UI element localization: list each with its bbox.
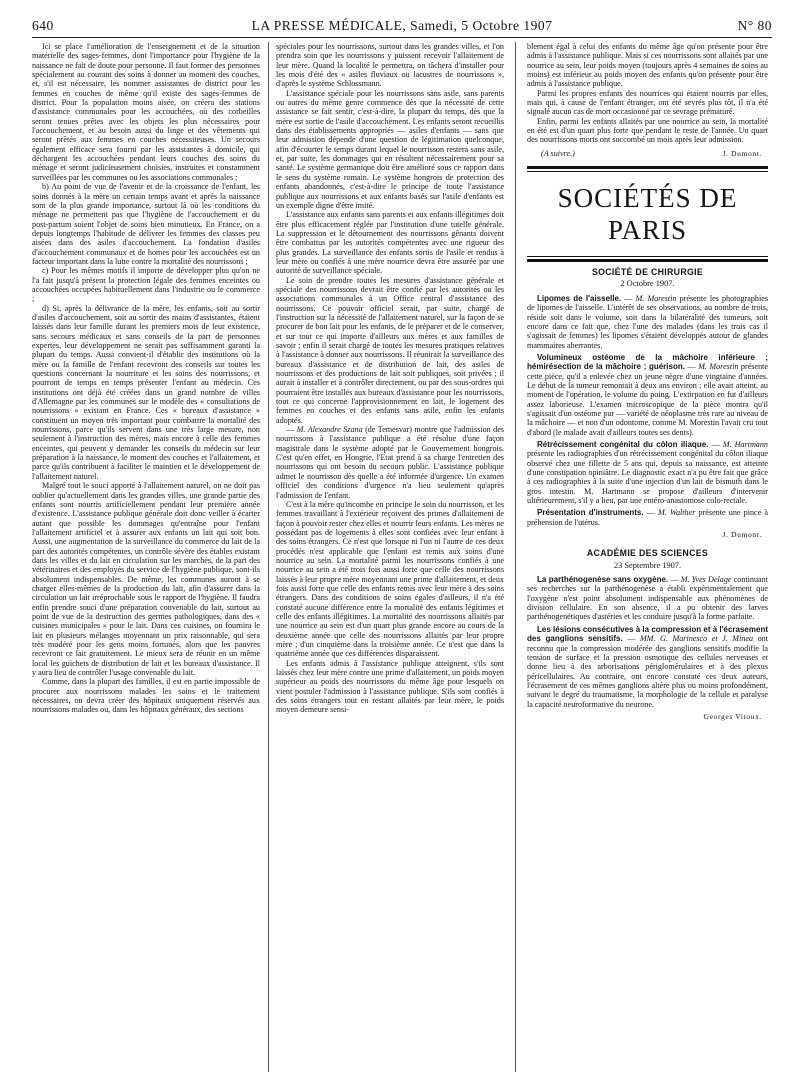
column-middle	[276, 42, 504, 1074]
section-rule	[527, 171, 768, 172]
article-text: présente les radiographies d'un rétrécissement congénital du côlon iliaque observé chez une fillette de 5 ans qui, depuis sa naissance, est atteinte d'une constipation opiniâtre. Le diagnostic exact n'a pu être fait que grâce à ces radiographies à la suite d'une injection d'un lait de bismuth dans le gros intestin. M. Hartmann se propose d'ailleurs d'intervenir ultérieurement, s'il y a lieu, par une entéro-anastomose colo-rectale.	[527, 449, 768, 506]
page-number: 640	[32, 18, 54, 33]
column-divider	[268, 42, 269, 1072]
paragraph: Le soin de prendre toutes les mesures d'assistance générale et spéciale des nourrissons devrait être confié par les autorités ou les associations communales à un Office central d'assistance des nourrissons. Ce pouvoir officiel serait, par suite, chargé de l'instruction sur la nécessité de l'allaitement naturel, sur la façon de se procurer de bon lait pour les enfants, de le préparer et de le conserver, et sur tout ce qui importe d'ailleurs aux mères et aux familles de savoir ; enfin il serait chargé de toutes les mesures pratiques relatives à l'assistance à donner aux nourrissons. Il réunirait la surveillance des bureaux d'assistance et de distribution de lait, des asiles de nourrissons et des productions de lait soit publiques, soit privées ; il aurait à installer et à contrôler directement, ou par des sous-ordres qui pourraient être installés aux bureaux d'assistance pour les nourrissons, tout ce qui concerne l'approvisionnement en lait, le logement des femmes en couches et des enfants sans asile, enfin les enfants adoptés.	[276, 275, 504, 425]
paragraph: — M. Alexandre Szana (de Temesvar) montre que l'admission des nourrissons à l'assistance publique a été résolue d'une façon magistrale dans le système adopté par le Gouvernement hongrois. C'est qu'en effet, en Hongrie, l'Etat prend à sa charge l'entretien des nourrissons qui ont besoin du secours public. L'assistance publique admet le nourrisson dès quelle a été informée d'urgence. Un examen officiel des conditions d'urgence n'a lieu seulement qu'après l'admission de l'enfant.	[276, 425, 504, 500]
paragraph: blement égal à celui des enfants du même âge qu'on présente pour être admis à l'assistance publique. Mais si ces nourrissons sont allaités par une nourrice au sein, leur poids moyen (toujours après 4 semaines de soins au moins) est inférieur au poids moyen des enfants qu'on présente pour être admis à l'assistance publique.	[527, 42, 768, 89]
author-signature: Georges Vitoux.	[703, 711, 762, 721]
column-left	[32, 42, 260, 1074]
paragraph: c) Pour les mêmes motifs il importe de développer plus qu'on ne l'a fait jusqu'à présent la protection légale des femmes enceintes ou accouchées occupées habituellement dans l'industrie ou le commerce ;	[32, 266, 260, 304]
paragraph: Malgré tout le souci apporté à l'allaitement naturel, on ne doit pas oublier qu'actuellement dans les grandes villes, une grande partie des enfants sont nourris artificiellement pendant leur première année d'existence. L'assistance publique générale doit donc veiller à écarter autant que possible les dommages qu'entraîne pour l'enfant l'allaitement artificiel et à assurer aux enfants un lait qui soit bon. Aussi, une augmentation de la surveillance du commerce du lait de la part des autorités compétentes, un contrôle sévère des étables existant dans les villes et du lait en circulation sur les marchés, de la part des vétérinaires et des employés du service de l'hygiène publique, sont-ils absolument indispensables. De même, les communes auront à se charger elles-mêmes de la production du lait, afin d'assurer dans la circulation un lait irréprochable sous le rapport de l'hygiène. Il faudra enfin prendre souci d'une préparation convenable du lait, surtout au point de vue de la destruction des germes pathologiques, dans des « cuisines municipales » pour le lait. Dans ces cuisines, on fournira le lait en plusieurs mélanges moyennant un prix raisonnable, qui sera très modéré pour les gens moins fortunés, alors que les pauvres recevront ce lait gratuitement. Le mieux sera de réunir en un même local les guichets de distribution de lait et les bureaux d'assistance. Il y aura lieu de contrôler l'usage convenable du lait.	[32, 481, 260, 678]
paragraph: Comme, dans la plupart des familles, il est en partie impossible de procurer aux nourrissons malades les soins et le traitement nécessaires, on devra créer des hôpitaux uniquement réservés aux nourrissons malades ou, dans les hôpitaux généraux, des sections	[32, 677, 260, 715]
paragraph: Les enfants admis à l'assistance publique atteignent, s'ils sont laissés chez leur mère contre une prime d'allaitement, un poids moyen supérieur au poids des nourrissons du même âge pour lesquels on vient postuler l'admission à l'assistance publique. S'ils sont confiés à des soins étrangers tout en restant allaités par leur mère, le poids moyen demeure sensi-	[276, 658, 504, 715]
issue-number: N° 80	[737, 18, 772, 33]
article-title: Rétrécissement congénital du côlon iliaque.	[537, 439, 709, 449]
to-be-continued: (A suivre.)	[541, 148, 575, 158]
author-name: M. Morestin	[635, 293, 677, 303]
author-signature: J. Dumont.	[722, 148, 762, 158]
paragraph: spéciales pour les nourrissons, surtout dans les grandes villes, et l'on prendra soin que les nourrissons y puissent recevoir l'allaitement de leur mère. Quand la localité le permettra, on tâchera d'installer pour les mois d'été des « asiles fluviaux ou lacustres de nourrissons », d'après le système Schlossmann.	[276, 42, 504, 89]
section-rule	[527, 259, 768, 262]
article-title: Présentation d'instruments.	[537, 508, 644, 518]
author-name: M. Yves Delage	[680, 575, 732, 585]
section-title: SOCIÉTÉS DE PARIS	[557, 183, 738, 246]
society-heading: SOCIÉTÉ DE CHIRURGIE	[591, 267, 704, 278]
paragraph: Parmi les propres enfants des nourrices qui étaient nourris par elles, mais qui, à cause de l'enfant étranger, ont été sevrés plus tôt, il n'a été signalé aucun cas de mort occasionné par ce sevrage prématuré.	[527, 88, 768, 117]
paragraph: d) Si, après la délivrance de la mère, les enfants, soit au sortir d'asiles d'accouchement, soit au sortir des mains d'assistantes, étaient laissés dans leur famille durant les premiers mois de leur existence, sans secours médicaux et sans conseils de la part de personnes expertes, leur développement ne serait pas suffisamment garanti la plupart du temps. Aussi convient-il d'établir des institutions où la mère ou la famille de l'enfant recevront des conseils sur toutes les questions concernant la nourriture et les soins des nourrissons, et pourront de temps en temps présenter l'enfant au médecin. Ces institutions ont déjà été créées dans un grand nombre de villes d'Allemagne par les communes sur le modèle des « consultations de nourrissons » existant en France. Ces « bureaux d'assistance » constituent un moyen très important pour combattre la mortalité des nourrissons, parce qu'ils servent dans une très large mesure, non seulement à l'instruction des mères, mais encore à celle des femmes enceintes, qui peuvent y demander les conseils du médecin sur leur préparation à la naissance, le moment des couches et l'allaitement, et parce qu'ils contribuent à faciliter le maintien et le développement de l'allaitement naturel.	[32, 303, 260, 481]
paragraph: Ici se place l'amélioration de l'enseignement et de la situation matérielle des sages-femmes, dont l'importance pour l'hygiène de la naissance ne fait de doute pour personne. Il faut former des personnes spécialement au courant des soins à donner au moment des couches, et, s'il est nécessaire, les nommer assistantes de district pour les femmes en couches de même qu'il existe des sages-femmes de district. Pour la population moins aisée, on créera des stations d'assistance communales pour les accouchées, où des corbeilles seront tenues prêtes avec les objets les plus nécessaires pour l'accouchement, et au besoin aussi du linge et des vêtements qui seront prêtés aux femmes en couches nécessiteuses. Un secours également efficace sera fourni par les assistantes à domicile, qui déchargent les accouchées pendant leurs couches des soins du ménage et seront judicieusement choisies, instruites et constamment surveillées par les communes ou les associations communales ;	[32, 42, 260, 182]
paragraph: L'assistance spéciale pour les nourrissons sans asile, sans parents ou autres du même genre commence dès que la nécessité de cette assistance se fait sentir, c'est-à-dire, la plupart du temps, dès que la mère est sortie de l'asile d'accouchement. Les enfants seront recueillis dans des établissements appropriés — asiles d'enfants — sans que leur admission dépende d'une question de légitimation quelconque, afin d'écourter le temps durant lequel le nourrisson restera sans asile, et, par suite, les dommages qui en résultent nécessairement pour sa santé. Le système germanique doit être amélioré sous ce rapport dans le sens du système romain. Le système hongrois de protection des enfants abandonnés, c'est-à-dire le principe de toute l'assistance publique aux nourrissons et aux enfants basés sur l'asile d'enfants est un exemple digne d'être imité.	[276, 88, 504, 210]
article: Les lésions consécutives à la compression et à l'écrasement des ganglions sensitifs. — MM. G. Marinesco et J. Minea ont reconnu que la compression modérée des ganglions sensitifs modifie la tension de surface et la pression osmotique des cellules nerveuses et donne lieu à des arborisations périglomérulaires et à des plexus péricellulaires. Au contraire, ont encore constaté ces deux auteurs, l'écrasement de ces mêmes ganglions altère plus ou moins profondément, suivant le degré du traumatisme, la morphologie de la cellule et paralyse la capacité neuroformative du neurone.	[527, 624, 768, 709]
article-text: ont reconnu que la compression modérée des ganglions sensitifs modifie la tension de surface et la pression osmotique des cellules nerveuses et donne lieu à des arborisations périglomérulaires et à des plexus péricellulaires. Au contraire, ont encore constaté ces deux auteurs, l'écrasement de ces mêmes ganglions altère plus ou moins profondément, suivant le degré du traumatisme, la morphologie de la cellule et paralyse la capacité neuroformative du neurone.	[527, 634, 768, 709]
column-right	[527, 42, 768, 1074]
page-header	[32, 18, 772, 38]
header-rule	[32, 37, 772, 38]
author-name: M. Morestin	[698, 362, 739, 372]
article: Rétrécissement congénital du côlon iliaque. — M. Hartmann présente les radiographies d'un rétrécissement congénital du côlon iliaque observé chez une fillette de 5 ans qui, depuis sa naissance, est atteinte d'une constipation opiniâtre. Le diagnostic exact n'a pu être fait que grâce à ces radiographies à la suite d'une injection d'un lait de bismuth dans le gros intestin. M. Hartmann se propose d'ailleurs d'intervenir ultérieurement, s'il y a lieu, par une entéro-anastomose colo-rectale.	[527, 439, 768, 506]
author-name: M. Walther	[658, 508, 696, 518]
section-rule	[527, 166, 768, 169]
article-text: présente les photographies de lipomes de l'aisselle. L'intérêt de ses observations, au nombre de trois, réside soit dans le volume, soit dans la bilatéralité des tumeurs, soit encore dans ce fait que, chez l'une des malades (dans les trois cas il s'agissait de femmes) les lipomes s'étaient développés autour de glandes mammaires aberrantes.	[527, 293, 768, 350]
author-signature: J. Dumont.	[722, 530, 762, 540]
paragraph: C'est à la mère qu'incombe en principe le soin du nourrisson, et les femmes travaillant à l'extérieur reçoivent des primes d'allaitement de façon à pouvoir rester chez elles et nourrir leurs enfants. Les mères ne possédant pas de logements à elles sont confiées avec leur enfant à des soins étrangers. Ce n'est que lorsque ni l'un ni l'autre de ces deux procédés n'est applicable que l'enfant est remis aux soins d'une nourrice au sein. La mortalité parmi les nourrissons confiés à une nourrice au sein a été trois fois aussi forte que celle des nourrissons laissés à leur propre mère moyennant une prime d'allaitement, et deux fois aussi forte que celle des enfants remis avec leur mère à des soins étrangers. Dans des conditions de soins égales d'ailleurs, il n'a été constaté aucune différence entre la mortalité des enfants légitimes et celle des enfants illégitimes. La mortalité des nourrissons allaités par une nourrice au sein est d'un quart plus grande encore au cours de la deuxième année que celle des nourrissons allaités par leur propre mère ; d'un cinquième dans la troisième année. Ce n'est que dans la quatrième année que ces différences disparaissent.	[276, 499, 504, 659]
society-heading: ACADÉMIE DES SCIENCES	[586, 548, 709, 559]
author-name: M. Alexandre Szana	[296, 425, 363, 435]
journal-title: LA PRESSE MÉDICALE, Samedi, 5 Octobre 1907	[251, 18, 553, 33]
article: Présentation d'instruments. — M. Walther présente une pince à préhension de l'utérus.	[527, 508, 768, 527]
paragraph: b) Au point de vue de l'avenir et de la croissance de l'enfant, les soins donnés à la mère un certain temps avant et après la naissance sont de la plus grande importance, surtout là où les conditions du ménage ne permettent pas que l'hygiène de l'accouchement et du post-partum soient l'objet de soins bien minutieux. En France, on a depuis longtemps l'habitude de délivrer les femmes des classes peu aisées dans des asiles d'accouchement. La fondation d'asiles d'accouchement communaux et de homes pour les accouchées est un facteur important dans la lutte contre la mortalité des nourrissons ;	[32, 182, 260, 266]
paragraph-text: (de Temesvar) montre que l'admission des nourrissons à l'assistance publique a été résolue d'une façon magistrale dans le système adopté par le Gouvernement hongrois. C'est qu'en effet, en Hongrie, l'Etat prend à sa charge l'entretien des nourrissons qui ont besoin du secours public. L'assistance publique admet le nourrisson dès quelle a été informée d'urgence. Un examen officiel des conditions d'urgence n'a lieu seulement qu'après l'admission de l'enfant.	[276, 425, 504, 500]
article-continuation	[527, 149, 768, 158]
article-title: Volumineux ostéome de la mâchoire inférieure ; hémirésection de la mâchoire ; guérison.	[527, 352, 768, 372]
article-title: La parthénogenèse sans oxygène.	[537, 575, 669, 585]
article: Volumineux ostéome de la mâchoire inférieure ; hémirésection de la mâchoire ; guérison. — M. Morestin présente cette pièce, qu'il a enlevée chez un jeune nègre d'une vingtaine d'années. Le début de la tumeur remontait à deux ans environ ; elle avait atteint, au moment de l'opération, le volume du poing. L'extirpation en fut d'ailleurs assez laborieuse. L'examen microscopique de la pièce montra qu'il s'agissait d'un ostéome pur — variété de néoplasme très rare au niveau de la mâchoire — et non d'un odontome, comme M. Morestin l'avait cru tout d'abord (le malade avait d'ailleurs toutes ses dents).	[527, 352, 768, 437]
article-text: présente une pince à préhension de l'utérus.	[527, 508, 768, 527]
author-name: MM. G. Marinesco et J. Minea	[639, 634, 754, 644]
article-text: présente cette pièce, qu'il a enlevée chez un jeune nègre d'une vingtaine d'années. Le début de la tumeur remontait à deux ans environ ; elle avait atteint, au moment de l'opération, le volume du poing. L'extirpation en fut d'ailleurs assez laborieuse. L'examen microscopique de la pièce montra qu'il s'agissait d'un ostéome pur — variété de néoplasme très rare au niveau de la mâchoire — et non d'un odontome, comme M. Morestin l'avait cru tout d'abord (le malade avait d'ailleurs toutes ses dents).	[527, 362, 768, 437]
author-name: M. Hartmann	[722, 439, 768, 449]
session-date: 2 Octobre 1907.	[620, 279, 675, 289]
paragraph: L'assistance aux enfants sans parents et aux enfants illégitimes doit être plus efficacement réglée par l'institution d'une tutelle générale. La suppression et le détournement des nourrissons gênants doivent être combattus par les autorités compétentes avec une rigueur des plus grandes. La surveillance des enfants sortis de l'asile et rendus à leur mère ou confiés à une mère nourrice devra être assurée par une autorité de surveillance spéciale.	[276, 210, 504, 276]
section-rule	[527, 256, 768, 257]
article: Lipomes de l'aisselle. — M. Morestin présente les photographies de lipomes de l'aisselle. L'intérêt de ses observations, au nombre de trois, réside soit dans le volume, soit dans la bilatéralité des tumeurs, soit encore dans ce fait que, chez l'une des malades (dans les trois cas il s'agissait de femmes) les lipomes s'étaient développés autour de glandes mammaires aberrantes.	[527, 293, 768, 350]
column-divider	[515, 42, 516, 1072]
article-title: Les lésions consécutives à la compression et à l'écrasement des ganglions sensitifs.	[527, 624, 768, 644]
article-text: continuant ses recherches sur la parthénogenèse a établi expérimentalement que l'oxygène n'est point absolument indispensable aux phénomènes de division cellulaire. En son absence, il a pu obtenir des larves parthénogenétiques d'astéries et les conduire jusqu'à la forme parfaite.	[527, 575, 768, 622]
paragraph: Enfin, parmi les enfants allaités par une nourrice au sein, la mortalité en été est d'un quart plus forte que pendant le reste de l'année. Un quart des nourrissons morts ont succombé un mois après leur admission.	[527, 116, 768, 145]
article-title: Lipomes de l'aisselle.	[537, 293, 622, 303]
article: La parthénogenèse sans oxygène. — M. Yves Delage continuant ses recherches sur la parthénogenèse a établi expérimentalement que l'oxygène n'est point absolument indispensable aux phénomènes de division cellulaire. En son absence, il a pu obtenir des larves parthénogenétiques d'astéries et les conduire jusqu'à la forme parfaite.	[527, 575, 768, 622]
session-date: 23 Septembre 1907.	[613, 560, 682, 570]
